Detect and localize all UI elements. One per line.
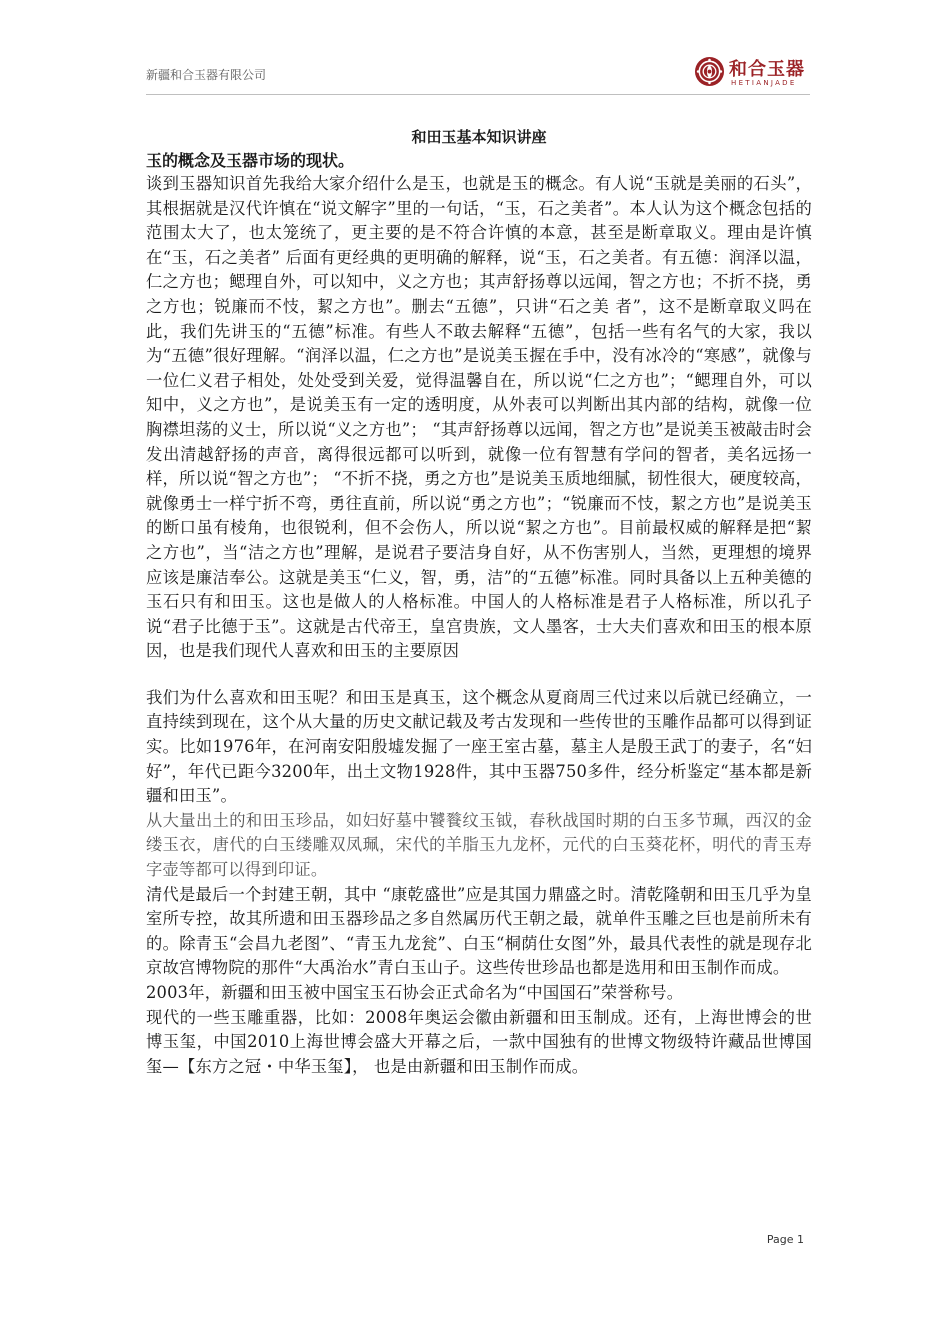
company-logo	[694, 54, 810, 92]
logo-subtitle: HETIANJADE	[731, 79, 797, 87]
page-header	[146, 56, 810, 92]
section-heading: 玉的概念及玉器市场的现状。	[146, 151, 355, 170]
logo-name: 和合玉器	[729, 59, 805, 80]
paragraph-national-stone: 2003年，新疆和田玉被中国宝玉石协会正式命名为“中国国石”荣誉称号。	[146, 983, 684, 1002]
document-body	[146, 126, 812, 1079]
paragraph-qing-dynasty: 清代是最后一个封建王朝，其中 “康乾盛世”应是其国力鼎盛之时。清乾隆朝和田玉几乎为皇室所专控，故其所遗和田玉器珍品之多自然属历代王朝之最，就单件玉雕之巨也是前所未有的。除青玉“会昌九老图”、“青玉九龙瓮”、白玉“桐荫仕女图”外，最具代表性的就是现存北京故宫博物院的那件“大禹治水”青白玉山子。这些传世珍品也都是选用和田玉制作而成。	[146, 884, 812, 978]
page-number: Page 1	[766, 1233, 804, 1246]
paragraph-why-hetian-jade: 我们为什么喜欢和田玉呢？和田玉是真玉，这个概念从夏商周三代过来以后就已经确立，一直持续到现在，这个从大量的历史文献记载及考古发现和一些传世的玉雕作品都可以得到证实。比如1976年，在河南安阳殷墟发掘了一座王室古墓，墓主人是殷王武丁的妻子，名“妇好”，年代已距今3200年，出土文物1928件，其中玉器750多件，经分析鉴定“基本都是新疆和田玉”。	[146, 687, 812, 806]
company-name: 新疆和合玉器有限公司	[146, 68, 267, 82]
paragraph-excavated-treasures: 从大量出土的和田玉珍品，如妇好墓中饕餮纹玉钺，春秋战国时期的白玉多节珮，西汉的金缕玉衣，唐代的白玉缕雕双凤珮，宋代的羊脂玉九龙杯，元代的白玉葵花杯，明代的青玉寿字壶等都可以得到印证。	[146, 810, 812, 880]
logo-mark-icon	[694, 56, 725, 87]
document-title: 和田玉基本知识讲座	[411, 128, 547, 146]
paragraph-modern-works: 现代的一些玉雕重器，比如：2008年奥运会徽由新疆和田玉制成。还有，上海世博会的世博玉玺，中国2010上海世博会盛大开幕之后，一款中国独有的世博文物级特许藏品世博国玺—【东方之冠・中华玉玺】， 也是由新疆和田玉制作而成。	[146, 1007, 812, 1076]
paragraph-jade-concept: 谈到玉器知识首先我给大家介绍什么是玉，也就是玉的概念。有人说“玉就是美丽的石头”，其根据就是汉代许慎在“说文解字”里的一句话，“玉，石之美者”。本人认为这个概念包括的范围太大了，也太笼统了，更主要的是不符合许慎的本意，甚至是断章取义。理由是许慎在“玉，石之美者” 后面有更经典的更明确的解释，说“玉，石之美者。有五德：润泽以温，仁之方也；鳃理自外，可以知中，义之方也；其声舒扬尊以远闻，智之方也；不折不挠，勇之方也；锐廉而不忮，絜之方也”。删去“五德”，只讲“石之美 者”，这不是断章取义吗在此，我们先讲玉的“五德”标准。有些人不敢去解释“五德”，包括一些有名气的大家，我以为“五德”很好理解。“润泽以温，仁之方也”是说美玉握在手中，没有冰冷的“寒感”，就像与一位仁义君子相处，处处受到关爱，觉得温馨自在，所以说“仁之方也”；“鳃理自外，可以知中，义之方也”，是说美玉有一定的透明度，从外表可以判断出其内部的结构，就像一位胸襟坦荡的义士，所以说“义之方也”； “其声舒扬尊以远闻，智之方也”是说美玉被敲击时会发出清越舒扬的声音，离得很远都可以听到，就像一位有智慧有学问的智者，美名远扬一样，所以说“智之方也”； “不折不挠，勇之方也”是说美玉质地细腻，韧性很大，硬度较高，就像勇士一样宁折不弯，勇往直前，所以说“勇之方也”；“锐廉而不忮，絜之方也”是说美玉的断口虽有棱角，也很锐利，但不会伤人，所以说“絜之方也”。目前最权威的解释是把“絜之方也”，当“洁之方也”理解，是说君子要洁身自好，从不伤害别人，当然，更理想的境界应该是廉洁奉公。这就是美玉“仁义，智，勇，洁”的“五德”标准。同时具备以上五种美德的玉石只有和田玉。这也是做人的人格标准。中国人的人格标准是君子人格标准，所以孔子说“君子比德于玉”。这就是古代帝王，皇宫贵族，文人墨客，士大夫们喜欢和田玉的根本原因，也是我们现代人喜欢和田玉的主要原因	[146, 174, 812, 661]
header-divider	[146, 94, 810, 95]
